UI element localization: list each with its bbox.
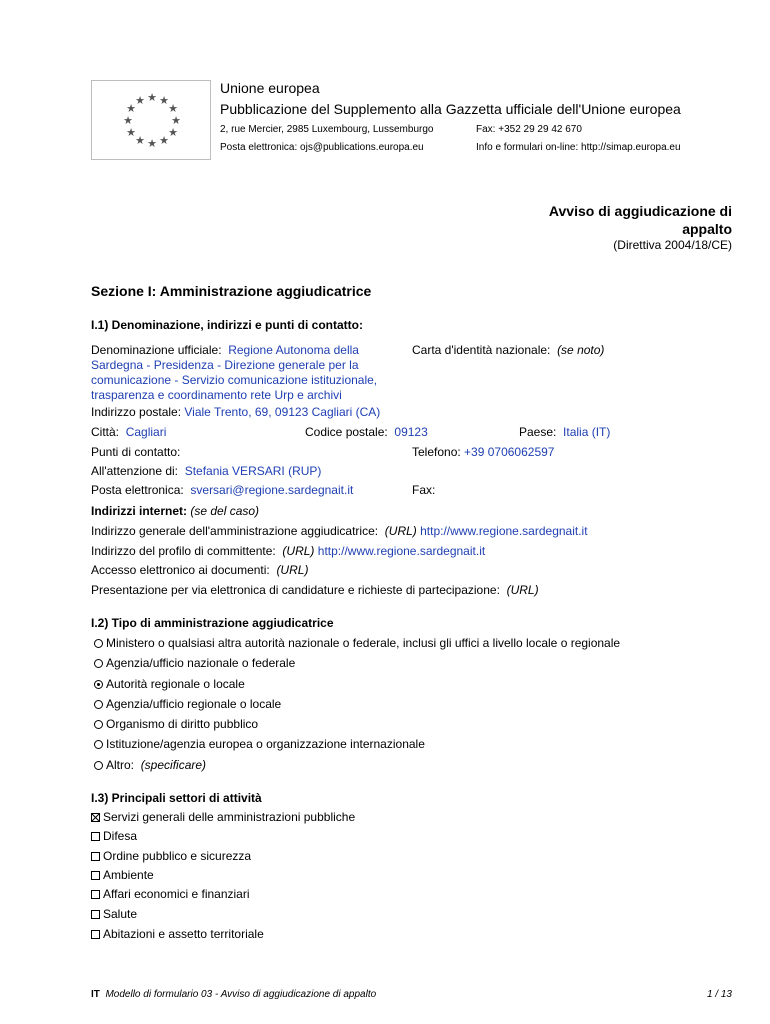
i2-option[interactable]: Istituzione/agenzia europea o organizzazione internazionale <box>94 737 425 751</box>
eu-stars-icon <box>92 81 212 161</box>
attn-value: Stefania VERSARI (RUP) <box>184 464 322 478</box>
general-address-link[interactable]: http://www.regione.sardegnait.it <box>420 524 588 538</box>
cap-row <box>305 425 428 439</box>
profile-url-tag: (URL) <box>282 544 315 558</box>
access-row <box>91 563 308 577</box>
general-address-label: Indirizzo generale dell'amministrazione aggiudicatrice: <box>91 524 379 538</box>
carta-row <box>412 343 604 357</box>
i1-heading: I.1) Denominazione, indirizzi e punti di contatto: <box>91 318 363 332</box>
internet-label: Indirizzi internet: <box>91 504 187 518</box>
doc-directive: (Direttiva 2004/18/CE) <box>613 238 732 252</box>
i2-heading: I.2) Tipo di amministrazione aggiudicatrice <box>91 616 334 630</box>
profile-label: Indirizzo del profilo di committente: <box>91 544 276 558</box>
contact-label: Punti di contatto: <box>91 445 181 459</box>
email-label: Posta elettronica: <box>91 483 184 497</box>
checkbox-icon[interactable] <box>91 930 100 939</box>
svg-text:★: ★ <box>147 137 157 150</box>
checkbox-icon[interactable] <box>91 890 100 899</box>
i3-option[interactable]: Affari economici e finanziari <box>91 887 250 901</box>
attn-row <box>91 464 321 478</box>
radio-icon[interactable] <box>94 700 103 709</box>
radio-icon[interactable] <box>94 761 103 770</box>
radio-icon[interactable] <box>94 720 103 729</box>
radio-icon[interactable] <box>94 740 103 749</box>
svg-text:★: ★ <box>126 102 136 115</box>
submission-label: Presentazione per via elettronica di candidature e richieste di partecipazione: <box>91 583 500 597</box>
country-label: Paese: <box>519 425 557 439</box>
denom-row <box>91 343 359 357</box>
header-info: Info e formulari on-line: http://simap.europa.eu <box>476 142 681 153</box>
i3-heading: I.3) Principali settori di attività <box>91 791 262 805</box>
footer-page: 1 / 13 <box>706 989 732 1000</box>
address-value: Viale Trento, 69, 09123 Cagliari (CA) <box>184 405 381 419</box>
city-row <box>91 425 166 439</box>
address-label: Indirizzo postale: <box>91 405 182 419</box>
fax-label: Fax: <box>412 483 436 497</box>
eu-flag-logo <box>91 80 211 160</box>
header-email: Posta elettronica: ojs@publications.europa.eu <box>220 142 424 153</box>
header-address: 2, rue Mercier, 2985 Luxembourg, Lussemburgo <box>220 124 434 135</box>
email-link[interactable]: sversari@regione.sardegnait.it <box>190 483 354 497</box>
svg-text:★: ★ <box>171 114 181 127</box>
i3-option[interactable]: Salute <box>91 907 137 921</box>
attn-label: All'attenzione di: <box>91 464 179 478</box>
profile-row <box>91 544 485 558</box>
other-note: (specificare) <box>140 758 207 772</box>
svg-text:★: ★ <box>159 134 169 147</box>
header-publication: Pubblicazione del Supplemento alla Gazzetta ufficiale dell'Unione europea <box>220 101 681 117</box>
i2-option[interactable]: Agenzia/ufficio regionale o locale <box>94 697 281 711</box>
svg-text:★: ★ <box>168 102 178 115</box>
checkbox-icon[interactable] <box>91 832 100 841</box>
i2-option-selected[interactable]: Autorità regionale o locale <box>94 677 245 691</box>
denom-value-line3: comunicazione - Servizio comunicazione istituzionale, <box>91 373 378 387</box>
general-address-row <box>91 524 588 538</box>
carta-value: (se noto) <box>557 343 605 357</box>
phone-value: +39 0706062597 <box>464 445 555 459</box>
country-row <box>519 425 610 439</box>
profile-link[interactable]: http://www.regione.sardegnait.it <box>317 544 486 558</box>
radio-icon[interactable] <box>94 659 103 668</box>
internet-note: (se del caso) <box>190 504 260 518</box>
submission-url-tag: (URL) <box>506 583 539 597</box>
checkbox-icon[interactable] <box>91 852 100 861</box>
carta-label: Carta d'identità nazionale: <box>412 343 551 357</box>
i2-option[interactable]: Organismo di diritto pubblico <box>94 717 258 731</box>
i2-option[interactable]: Agenzia/ufficio nazionale o federale <box>94 656 295 670</box>
footer-lang: IT <box>91 989 100 1000</box>
footer-form: Modello di formulario 03 - Avviso di aggiudicazione di appalto <box>105 989 377 1000</box>
i2-option[interactable]: Ministero o qualsiasi altra autorità nazionale o federale, inclusi gli uffici a livello locale o regionale <box>94 636 620 650</box>
i3-option[interactable]: Ambiente <box>91 868 154 882</box>
denom-value-line2: Sardegna - Presidenza - Direzione generale per la <box>91 358 359 372</box>
i3-option[interactable]: Ordine pubblico e sicurezza <box>91 849 251 863</box>
checkbox-checked-icon[interactable] <box>91 813 100 822</box>
internet-row <box>91 504 259 518</box>
access-url-tag: (URL) <box>276 563 309 577</box>
footer <box>91 989 376 1000</box>
svg-text:★: ★ <box>168 126 178 139</box>
general-url-tag: (URL) <box>384 524 417 538</box>
svg-text:★: ★ <box>135 134 145 147</box>
denom-value-line1: Regione Autonoma della <box>228 343 359 357</box>
phone-row <box>412 445 554 459</box>
city-value: Cagliari <box>125 425 167 439</box>
svg-text:★: ★ <box>126 126 136 139</box>
svg-text:★: ★ <box>135 94 145 107</box>
svg-text:★: ★ <box>123 114 133 127</box>
cap-value: 09123 <box>394 425 428 439</box>
svg-text:★: ★ <box>159 94 169 107</box>
i3-option[interactable]: Abitazioni e assetto territoriale <box>91 927 264 941</box>
radio-selected-icon[interactable] <box>94 680 103 689</box>
phone-label: Telefono: <box>412 445 461 459</box>
header-fax: Fax: +352 29 29 42 670 <box>476 124 582 135</box>
denom-value-line4: trasparenza e coordinamento rete Urp e archivi <box>91 388 342 402</box>
access-label: Accesso elettronico ai documenti: <box>91 563 270 577</box>
cap-label: Codice postale: <box>305 425 388 439</box>
submission-row <box>91 583 539 597</box>
svg-text:★: ★ <box>147 91 157 104</box>
radio-icon[interactable] <box>94 639 103 648</box>
country-value: Italia (IT) <box>563 425 611 439</box>
header-org: Unione europea <box>220 80 320 96</box>
section-heading: Sezione I: Amministrazione aggiudicatrice <box>91 283 372 299</box>
address-row <box>91 405 380 419</box>
checkbox-icon[interactable] <box>91 871 100 880</box>
denom-label: Denominazione ufficiale: <box>91 343 222 357</box>
i3-option[interactable]: Difesa <box>91 829 137 843</box>
doc-title-line2: appalto <box>682 221 732 237</box>
i2-option-other[interactable]: Altro: (specificare) <box>94 758 206 772</box>
i3-option-checked[interactable]: Servizi generali delle amministrazioni pubbliche <box>91 810 355 824</box>
doc-title-line1: Avviso di aggiudicazione di <box>548 203 732 219</box>
city-label: Città: <box>91 425 120 439</box>
checkbox-icon[interactable] <box>91 910 100 919</box>
email-row <box>91 483 353 497</box>
